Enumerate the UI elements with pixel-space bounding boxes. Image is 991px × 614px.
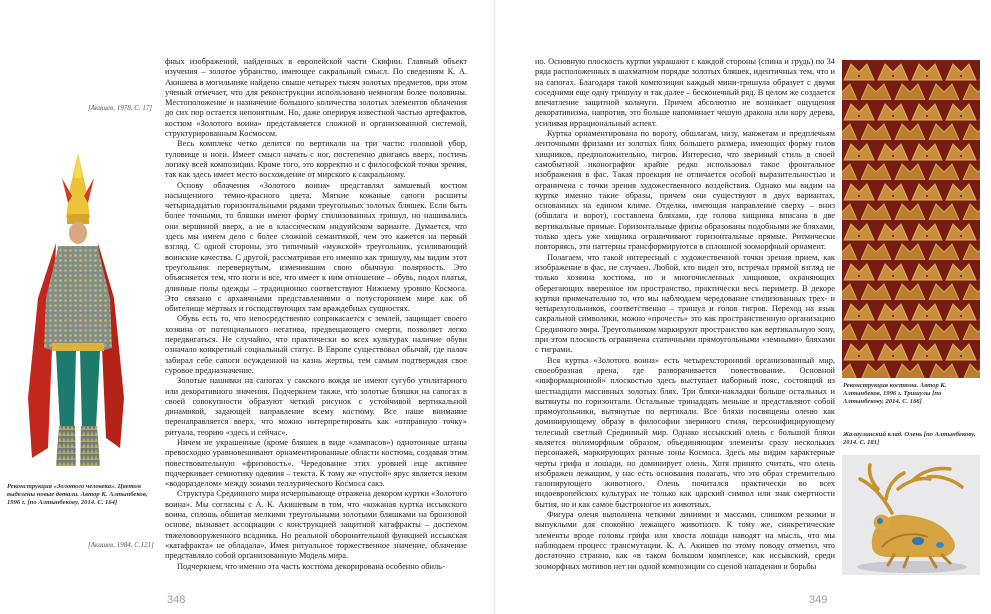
page-number-left: 348 [167,594,186,606]
page-number-right: 349 [809,594,828,606]
paragraph: Золотые нашивки на сапогах у сакского вождя не имеют сугубо утилитарного или декоративного значения. Подчеркнем также, что золотые бляшки на сапогах в своей совокупности образуют четкий рисунок с устойчивой вертикальной динамикой, задающей направление всему костюму. Все наше внимание перенаправляется вверх, что можно интерпретировать как «отправную точку» ритуала, теорию «здесь и сейчас». [165,376,467,437]
right-body-text [535,57,835,572]
paragraph: Подчеркнем, что именно эта часть костюма декорирована особенно обиль- [177,561,445,571]
paragraph: Полагаем, что такой интересный с художественной точки зрения прием, как изображение в фас, не случаен. Любой, кто видел это, встречал прямой взгляд не только хозяина костюма, но и многочисленных хищников, охраняющих оберегающих вверенное им пространство, практически весь периметр. В декоре куртки примечательно то, что мы наблюдаем чередование стилизованных трех- и четырехугольников, соответственно – тришул и голов тигров. Переход на язык сакральной символики, можно «прочесть» это как пространственную организацию Срединного мира. Треугольником маркируют пространство как вертикальную зону, при этом плоскость ограничена статичными прямоугольными «земными» бляхами с тиграми. [535,252,835,355]
paragraph: Обувь есть то, что непосредственно соприкасается с землей, защищает своего хозяина от потенциального негатива, предвещающего смерти, позволяет легко передвигаться. Не случайно, что практически во всех культурах наличие обуви означало конкретный социальный статус. В Европе существовал обычай, где палач забирал себе сапоги осужденной на казнь жертвы, тем самым подтверждая свое суровое предназначение. [165,314,467,375]
paragraph: Ничем не украшенные (кроме бляшек в виде «лампасов») однотонные штаны превосходно уравновешивают орнаментированные области костюма, создавая этим повествовательную «фризовость». Чередование этих уровней еще активнее подчеркивает семиотику одеяния – текста. К тому же «пустой» ярус является неким «водоразделом» между зонами теллурического Космоса сакэ. [165,437,467,489]
reference-note-bottom: [Акишев, 1984. С.121] [88,541,154,549]
paragraph: но. Основную плоскость куртки украшают с каждой стороны (спина и грудь) по 34 ряда расположенных в шахматном порядке золотых бляшек, идентичных тем, что и на сапогах. Благодаря такой композиции каждый мини-тришула образует с двумя соседними еще одну тришулу и так далее – бесконечный ряд. В целом же создается впечатление защитной кольчуги. Причем абсолютно не возникает ощущения декоративизма, напротив, это больше напоминает чешую дракона или кору дерева, усиливая иррациональный аспект. [535,57,835,128]
figure-caption-deer: Жалаулинский клад. Олень [по Алтынбекову, 2014. С. 181] [843,431,976,447]
figure-caption-warrior: Реконструкция «Золотого человека». Цветом выделены новые детали. Автор К. Алтынбеков, 1996 г. [по Алтынбекову, 2014. С. 164] [7,483,148,507]
paragraph: Вся куртка «Золотого воина» есть четырехсторонний организованный мир, своеобразная арена, где разворачивается повествование. Основной «информационной» плоскостью здесь выступает наборный пояс, состоящий из шестнадцати массивных золотых блях. Три бляхи-накладки больше остальных и вытянуты по горизонтали. Остальные тринадцать меньше и представляют собой прямоугольники, вытянутые по вертикали. Все бляхи посвящены оленю как доминирующему образу в философии звериного стиля, персонифицирующему телесный светлый Срединный мир. Однако иссыкский олень с большой бляхи является полиморфным образом, объединяющим элементы сразу нескольких персонажей, маркирующих разные зоны Космоса. Здесь мы видим характерные черты грифа и лошади, но доминирует олень. Хотя принято считать, что олень изображен лежащим, у нас есть основания полагать, что это образ стремительно галопирующего животного. Олень почитался практически во всех индоевропейских культурах не только как царский символ или знак смертности бытия, но и как самое быстроногое из животных. [535,355,835,509]
paragraph: фных изображений, найденных в европейской части Скифии. Главный объект изучения – золотое убранство, имеющее сакральный смысл. По сведениям К. А. Акишева в могильнике найдено свыше четырех тысяч золотых предметов, при этом ученый отмечает, что для реконструкции использовано немногим более половины. Местоположение и назначение большого количества золотых элементов облачения до сих пор остается непонятным. Но, даже оперируя известной частью артефактов, костюм «Золотого воина» представляется сложной и организованной системой, структурированным Космосом. [165,57,467,139]
paragraph: Фигура оленя выполнена четкими линиями и массами, слишком резкими и выпуклыми для спокойно лежащего животного. К тому же, синкретические элементы вроде головы грифа или хвоста лошади наводят на мысль, что мы наблюдаем процесс трансмутации. К. А. Акишев по этому поводу отметил, что достаточно странно, как «в таком большом комплексе, как иссыкский, среди зооморфных мотивов нет ни одной композиции со сценой нападения и борьбы [535,510,835,571]
paragraph: Основу облачения «Золотого воина» представлял замшевый костюм насыщенного темно-красного цвета. Мягкие кожаные сапоги расшиты четырнадцатью горизонтальными рядами треугольных золотых бляшек. Если быть более точными, то бляшки имеют форму стилизованных тришул, но нашивались они вершиной вверх, а не в классическом индуийском варианте. Думается, что здесь мы имеем дело с более сложной семантикой, чем это кажется на первый взгляд. С одной стороны, это типичный «мужской» треугольник, усиливающий воинские качества. С другой, рассматривая его именно как тришулу, мы видим этот треугольник перевернутым, изменившим свою обычную полярность. Это объясняется тем, что ноги и все, что имеет к ним отношение – обувь, подол платья, длинные полы одежды – традиционно соответствуют Нижнему уровню Космоса. Это связано с архаичными представлениями о потустороннем мире как об обителище мёртвых и господствующих там враждебных сущностях. [165,180,467,314]
golden-warrior-figure [18,148,138,478]
paragraph: Структура Срединного мира исчерпывающе отражена декором куртки «Золотого воина». Мы согласны с А. К. Акишевым в том, что «кожаная куртка иссыкского воина, сплошь обшитая мелкими треугольными золотыми бляшками на бронзовой основе, вызывает ассоциации с конструкцией защитной катафракты – доспехом тяжеловооруженного всадника. Но реальной оборонительной функцией иссыкская «катафракта» не обладала». Имея ритуальное торжественное значение, облачение представляло собой организованную Модель мира. [165,489,467,561]
left-body-text [165,57,467,572]
reference-note-top: [Акишев, 1978. С. 17] [88,104,153,112]
trishula-photo [842,60,980,378]
paragraph: Весь комплекс четко делится по вертикали на три части: головной убор, туловище и ноги. Имеет смысл начать с ног, постепенно двигаясь вверх, постичь логику всей композиции. Кроме того, это корректно и с философской точки зрения, так как здесь имеет место восхождение от мирского к сакральному. [165,139,467,180]
paragraph: Куртка орнаментирована по вороту, обшлагам, низу, манжетам и предплечьям ленточными фризами из золотых блях большего размера, имеющих форму голов хищников, предположительно, тигров. Интересно, что звериный стиль в своей самобытной иконографии крайне редко использовал такое фронтальное изображения в фас. Такая проекция не отличается особой выразительностью и ограничена с точки зрения художественного воздействия. Однако мы видим на куртке именно такие образы, причем они существуют в двух вариантах, основанных на едином климе. Отделка, имеющая направление сверху – вниз (обшлага и ворот), составлена бляхами, где голова хищника вписана в две вертикальные прямые. Горизонтальные фризы образованы подобными же бляхами, только здесь уже хищника ограничивают горизонтальные прямые. Ритмически повторяясь, эти паттерны трансформируются в сплошной зооморфный орнамент. [535,129,835,252]
figure-caption-trishula: Реконструкция костюма. Автор К. Алтынбеков, 1996 г. Тришулы [по Алтынбекову, 2014. С. 166] [843,382,947,406]
golden-deer-photo [842,455,980,575]
